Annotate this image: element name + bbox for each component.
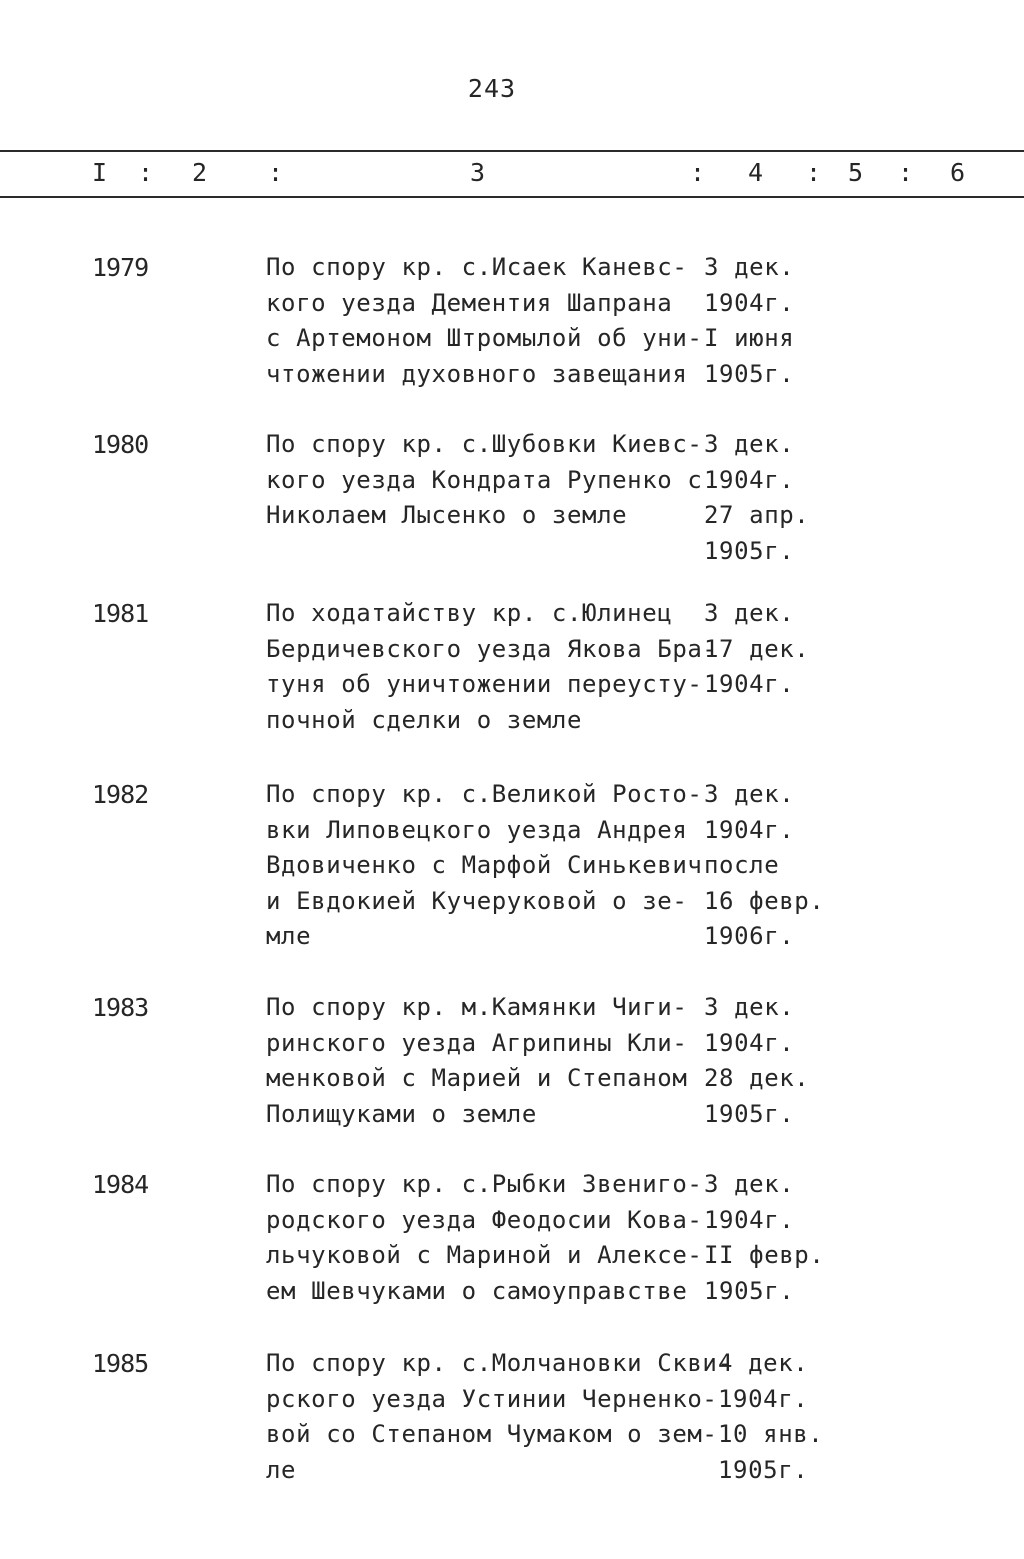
record-dates (704, 596, 834, 703)
date-line: 3 дек. (704, 253, 795, 281)
date-line: 1905г. (704, 536, 795, 565)
column-separator: : (690, 158, 706, 187)
column-header-5: 5 (848, 158, 864, 187)
date-line: 3 дек. (704, 599, 795, 627)
description-line: туня об уничтожении переусту- (266, 670, 703, 698)
description-line: По спору кр. с.Шубовки Киевс- (266, 430, 703, 458)
description-line: Бердичевского уезда Якова Бра- (266, 634, 718, 663)
record-number: 1979 (92, 253, 149, 282)
date-line: 1904г. (704, 288, 795, 317)
description-line: ле (266, 1455, 297, 1484)
record-description (266, 1167, 706, 1309)
date-line: 1906г. (704, 922, 795, 950)
description-line: чтожении духовного завещания (266, 359, 688, 388)
date-line: 28 дек. (704, 1064, 810, 1092)
description-line: ринского уезда Агрипины Кли- (266, 1028, 688, 1057)
date-line: 3 дек. (704, 993, 795, 1021)
date-line: 1905г. (704, 359, 795, 388)
description-line: с Артемоном Штромылой об уни- (266, 324, 703, 352)
date-line: 3 дек. (704, 430, 795, 458)
record-number: 1982 (92, 780, 149, 809)
description-line: льчуковой с Мариной и Алексе- (266, 1241, 703, 1269)
description-line: Полищуками о земле (266, 1099, 537, 1128)
date-line: 10 янв. (718, 1420, 824, 1448)
description-line: вки Липовецкого уезда Андрея (266, 815, 688, 844)
column-separator: : (138, 158, 154, 187)
record-dates (718, 1346, 848, 1488)
date-line: 17 дек. (704, 634, 810, 663)
record-description (266, 777, 706, 955)
description-line: почной сделки о земле (266, 705, 583, 734)
record-description (266, 990, 706, 1132)
record-dates (704, 1167, 834, 1309)
header-rule-top (0, 150, 1024, 152)
date-line: 1904г. (704, 1205, 795, 1234)
record-dates (704, 990, 834, 1132)
date-line: 1904г. (704, 465, 795, 494)
description-line: родского уезда Феодосии Кова- (266, 1205, 703, 1234)
description-line: мле (266, 922, 312, 950)
column-separator: : (898, 158, 914, 187)
date-line: 1904г. (704, 1028, 795, 1057)
record-description (266, 250, 706, 392)
description-line: По спору кр. с.Рыбки Звениго- (266, 1170, 703, 1198)
description-line: рского уезда Устинии Черненко- (266, 1384, 718, 1413)
description-line: По спору кр. с.Исаек Каневс- (266, 253, 688, 281)
date-line: 1904г. (704, 670, 795, 698)
description-line: По спору кр. м.Камянки Чиги- (266, 993, 688, 1021)
date-line: 4 дек. (718, 1349, 809, 1377)
date-line: после (704, 851, 780, 879)
description-line: менковой с Марией и Степаном (266, 1064, 688, 1092)
date-line: 1904г. (704, 815, 795, 844)
description-line: кого уезда Кондрата Рупенко с (266, 465, 703, 494)
description-line: По спору кр. с.Великой Росто- (266, 780, 703, 808)
record-number: 1980 (92, 430, 149, 459)
record-description (266, 1346, 733, 1488)
column-separator: : (806, 158, 822, 187)
record-dates (704, 427, 834, 569)
description-line: Вдовиченко с Марфой Синькевич (266, 851, 703, 879)
record-description (266, 596, 718, 738)
column-separator: : (268, 158, 284, 187)
description-line: Николаем Лысенко о земле (266, 501, 628, 529)
description-line: ем Шевчуками о самоуправстве (266, 1276, 688, 1305)
date-line: 16 февр. (704, 886, 825, 915)
record-number: 1983 (92, 993, 149, 1022)
description-line: кого уезда Дементия Шапрана (266, 288, 673, 317)
date-line: 1905г. (704, 1276, 795, 1305)
description-line: По спору кр. с.Молчановки Скви- (266, 1349, 733, 1377)
record-number: 1985 (92, 1349, 149, 1378)
date-line: 3 дек. (704, 780, 795, 808)
description-line: и Евдокией Кучеруковой о зе- (266, 886, 688, 915)
description-line: вой со Степаном Чумаком о зем- (266, 1420, 718, 1448)
date-line: 27 апр. (704, 501, 810, 529)
header-rule-bottom (0, 196, 1024, 198)
column-header-4: 4 (748, 158, 764, 187)
description-line: По ходатайству кр. с.Юлинец (266, 599, 673, 627)
column-header-3: 3 (470, 158, 486, 187)
date-line: 1905г. (718, 1455, 809, 1484)
page-number: 243 (467, 74, 517, 103)
record-number: 1984 (92, 1170, 149, 1199)
record-description (266, 427, 706, 534)
record-dates (704, 777, 834, 955)
date-line: 1904г. (718, 1384, 809, 1413)
date-line: II февр. (704, 1241, 825, 1269)
column-header-6: 6 (950, 158, 966, 187)
column-header-1: I (92, 158, 108, 187)
date-line: 3 дек. (704, 1170, 795, 1198)
column-header-2: 2 (192, 158, 208, 187)
date-line: 1905г. (704, 1099, 795, 1128)
record-dates (704, 250, 834, 392)
record-number: 1981 (92, 599, 149, 628)
date-line: I июня (704, 324, 795, 352)
